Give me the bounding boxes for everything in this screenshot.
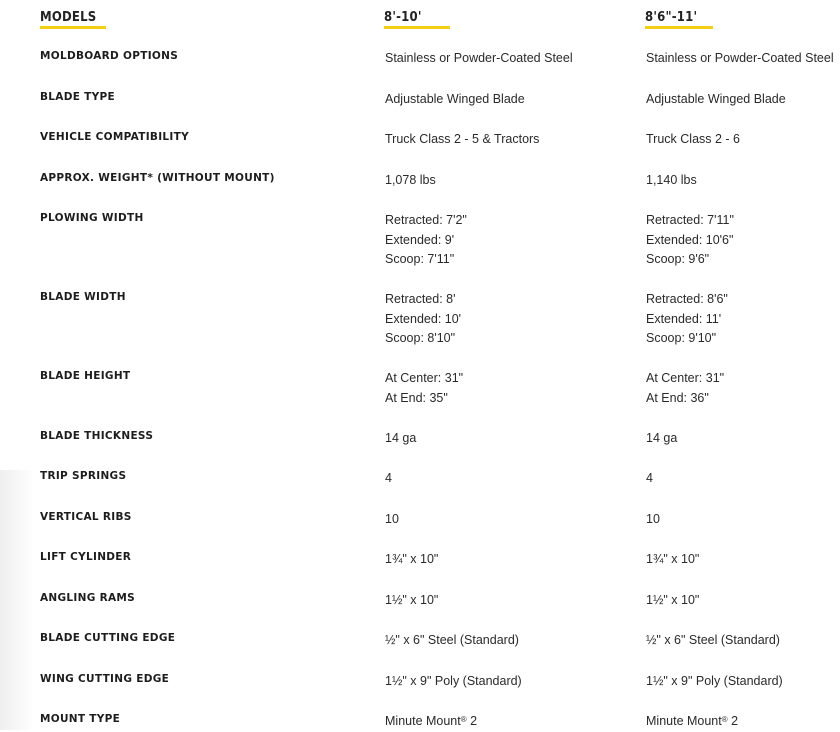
spec-label: VEHICLE COMPATIBILITY (40, 131, 189, 143)
value-line: ½" x 6" Steel (Standard) (385, 633, 519, 647)
background-tree-silhouette (0, 470, 34, 730)
value-line: Extended: 10' (385, 311, 462, 326)
model-1-value (385, 469, 392, 489)
value-line: 10 (385, 512, 399, 526)
mount-version: 2 (727, 714, 739, 728)
spec-label: PLOWING WIDTH (40, 212, 144, 224)
spec-label: BLADE CUTTING EDGE (40, 632, 176, 644)
mount-name: Minute Mount (646, 714, 722, 728)
model-1-value (385, 90, 525, 110)
spec-label: ANGLING RAMS (40, 592, 136, 604)
value-line: 1¾" x 10" (385, 552, 439, 566)
model-2-value (646, 672, 783, 692)
value-line: Extended: 11' (646, 311, 722, 326)
spec-label: WING CUTTING EDGE (40, 673, 170, 685)
value-line: Extended: 9' (385, 232, 455, 247)
value-line: 1,140 lbs (646, 173, 697, 187)
spec-label: LIFT CYLINDER (40, 551, 132, 563)
model-1-value (385, 369, 463, 408)
value-line: 1¾" x 10" (646, 552, 700, 566)
model-2-value (646, 510, 660, 530)
models-header: MODELS (40, 10, 97, 25)
model-2-value (646, 49, 834, 69)
model-1-value (385, 672, 522, 692)
spec-label: VERTICAL RIBS (40, 511, 132, 523)
model-col-1-underline (384, 26, 450, 29)
value-line: At End: 35" (385, 390, 448, 405)
spec-label: MOLDBOARD OPTIONS (40, 50, 179, 62)
model-1-value (385, 510, 399, 530)
model-1-value (385, 712, 477, 732)
model-2-value (646, 631, 780, 651)
model-1-value (385, 631, 519, 651)
value-line: Scoop: 9'6" (646, 252, 710, 266)
registered-mark: ® (460, 715, 467, 724)
mount-version: 2 (466, 714, 478, 728)
model-1-value (385, 591, 438, 611)
value-line: 4 (646, 471, 653, 485)
value-line: Retracted: 7'11" (646, 213, 734, 227)
model-col-2-underline (645, 26, 713, 29)
value-line: 14 ga (646, 431, 678, 445)
spec-label: BLADE HEIGHT (40, 370, 131, 382)
value-line: Adjustable Winged Blade (646, 92, 786, 106)
models-underline (40, 26, 106, 29)
value-line: 1½" x 9" Poly (Standard) (646, 674, 783, 688)
spec-label: BLADE THICKNESS (40, 430, 154, 442)
model-2-value (646, 290, 728, 349)
value-line: 10 (646, 512, 660, 526)
spec-label: APPROX. WEIGHT* (WITHOUT MOUNT) (40, 172, 275, 184)
model-2-value (646, 211, 734, 270)
value-line: Truck Class 2 - 5 & Tractors (385, 132, 540, 146)
model-2-value (646, 429, 677, 449)
value-line: Retracted: 7'2" (385, 213, 467, 227)
value-line: Extended: 10'6" (646, 232, 734, 247)
value-line: Scoop: 8'10" (385, 331, 456, 345)
value-line: At Center: 31" (385, 371, 464, 385)
mount-type-text (646, 712, 738, 732)
table-header (40, 0, 840, 44)
model-1-value (385, 211, 467, 270)
value-line: 1,078 lbs (385, 173, 436, 187)
value-line: Scoop: 9'10" (646, 331, 717, 345)
value-line: 1½" x 10" (646, 593, 700, 607)
spec-label: BLADE WIDTH (40, 291, 126, 303)
model-2-value (646, 130, 740, 150)
value-line: 14 ga (385, 431, 417, 445)
model-col-2-header: 8'6"-11' (645, 10, 698, 25)
registered-mark: ® (721, 715, 728, 724)
model-2-value (646, 712, 738, 732)
value-line: 1½" x 9" Poly (Standard) (385, 674, 522, 688)
value-line: At Center: 31" (646, 371, 725, 385)
value-line: Stainless or Powder-Coated Steel (385, 51, 573, 65)
value-line: Retracted: 8'6" (646, 292, 728, 306)
mount-name: Minute Mount (385, 714, 461, 728)
spec-label: MOUNT TYPE (40, 713, 121, 725)
mount-type-text (385, 712, 477, 732)
value-line: 1½" x 10" (385, 593, 439, 607)
model-1-value (385, 171, 436, 191)
value-line: Stainless or Powder-Coated Steel (646, 51, 834, 65)
value-line: Adjustable Winged Blade (385, 92, 525, 106)
value-line: Truck Class 2 - 6 (646, 132, 741, 146)
value-line: 4 (385, 471, 392, 485)
value-line: Retracted: 8' (385, 292, 456, 306)
value-line: At End: 36" (646, 390, 709, 405)
model-2-value (646, 469, 653, 489)
spec-label: BLADE TYPE (40, 91, 115, 103)
model-2-value (646, 369, 724, 408)
model-1-value (385, 429, 416, 449)
model-1-value (385, 49, 573, 69)
spec-label: TRIP SPRINGS (40, 470, 127, 482)
value-line: ½" x 6" Steel (Standard) (646, 633, 780, 647)
model-2-value (646, 550, 699, 570)
model-2-value (646, 90, 786, 110)
model-1-value (385, 130, 539, 150)
specs-table (40, 0, 840, 728)
model-1-value (385, 290, 461, 349)
model-2-value (646, 591, 699, 611)
value-line: Scoop: 7'11" (385, 252, 455, 266)
model-2-value (646, 171, 697, 191)
model-col-1-header: 8'-10' (384, 10, 422, 25)
model-1-value (385, 550, 438, 570)
